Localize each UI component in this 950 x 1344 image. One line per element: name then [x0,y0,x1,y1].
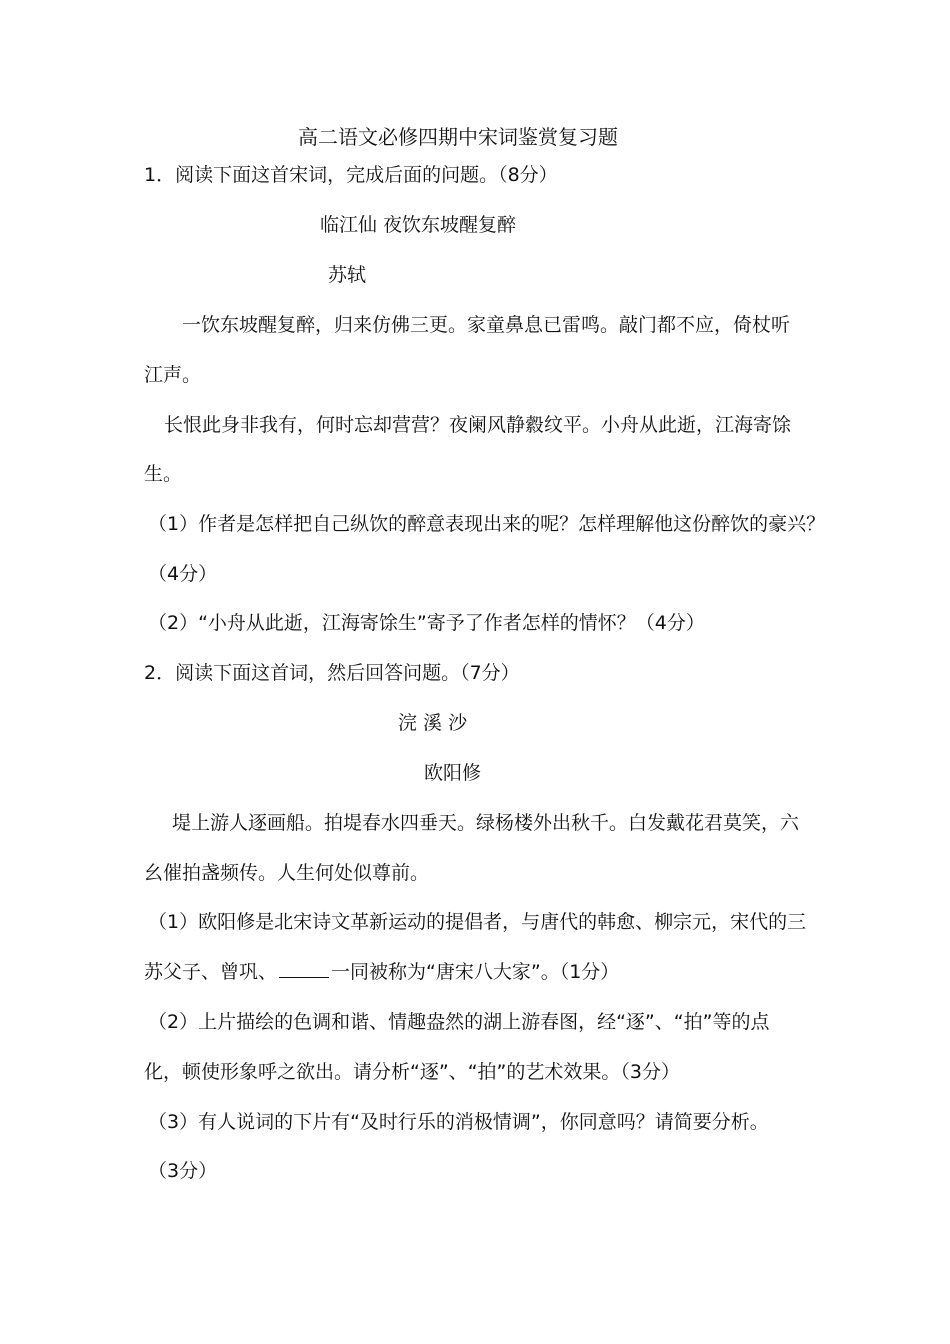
q2-prompt: 2．阅读下面这首词，然后回答问题。（7分） [144,662,520,684]
q1-poem-title: 临江仙 夜饮东坡醒复醉 [320,214,517,236]
q1-stanza1-line2: 江声。 [144,364,202,386]
q2-poem-title: 浣 溪 沙 [398,712,468,734]
q2-author: 欧阳修 [424,762,482,784]
q1-sub1-line1: （1）作者是怎样把自己纵饮的醉意表现出来的呢？怎样理解他这份醉饮的豪兴？ [148,513,826,535]
q2-poem-line1: 堤上游人逐画船。拍堤春水四垂天。绿杨楼外出秋千。白发戴花君莫笑，六 [172,812,800,834]
q1-sub1-line2: （4分） [148,563,218,585]
q2-sub1-text-a: 苏父子、曾巩、 [144,961,278,983]
q1-stanza1-line1: 一饮东坡醒复醉，归来仿佛三更。家童鼻息已雷鸣。敲门都不应，倚杖听 [182,314,791,336]
q2-poem-line2: 幺催拍盏频传。人生何处似尊前。 [144,862,430,884]
q2-sub1-line2 [144,959,619,985]
q2-sub1-line1: （1）欧阳修是北宋诗文革新运动的提倡者，与唐代的韩愈、柳宗元，宋代的三 [148,911,807,933]
q2-sub2-line1: （2）上片描绘的色调和谐、情趣盎然的湖上游春图，经“逐”、“拍”等的点 [148,1011,770,1033]
fill-in-blank[interactable] [279,959,329,978]
q1-stanza2-line1: 长恨此身非我有，何时忘却营营？夜阑风静縠纹平。小舟从此逝，江海寄馀 [164,414,792,436]
doc-title: 高二语文必修四期中宋词鉴赏复习题 [298,125,618,149]
q1-stanza2-line2: 生。 [144,463,183,485]
q2-sub3-line2: （3分） [148,1160,218,1182]
q2-sub2-line2: 化，顿使形象呼之欲出。请分析“逐”、“拍”的艺术效果。（3分） [144,1061,680,1083]
q2-sub3-line1: （3）有人说词的下片有“及时行乐的消极情调”，你同意吗？请简要分析。 [148,1111,769,1133]
q1-author: 苏轼 [328,264,367,286]
q2-sub1-text-b: 一同被称为“唐宋八大家”。（1分） [331,961,620,983]
q1-prompt: 1．阅读下面这首宋词，完成后面的问题。（8分） [144,164,558,186]
q1-sub2: （2）“小舟从此逝，江海寄馀生”寄予了作者怎样的情怀？（4分） [148,612,705,634]
